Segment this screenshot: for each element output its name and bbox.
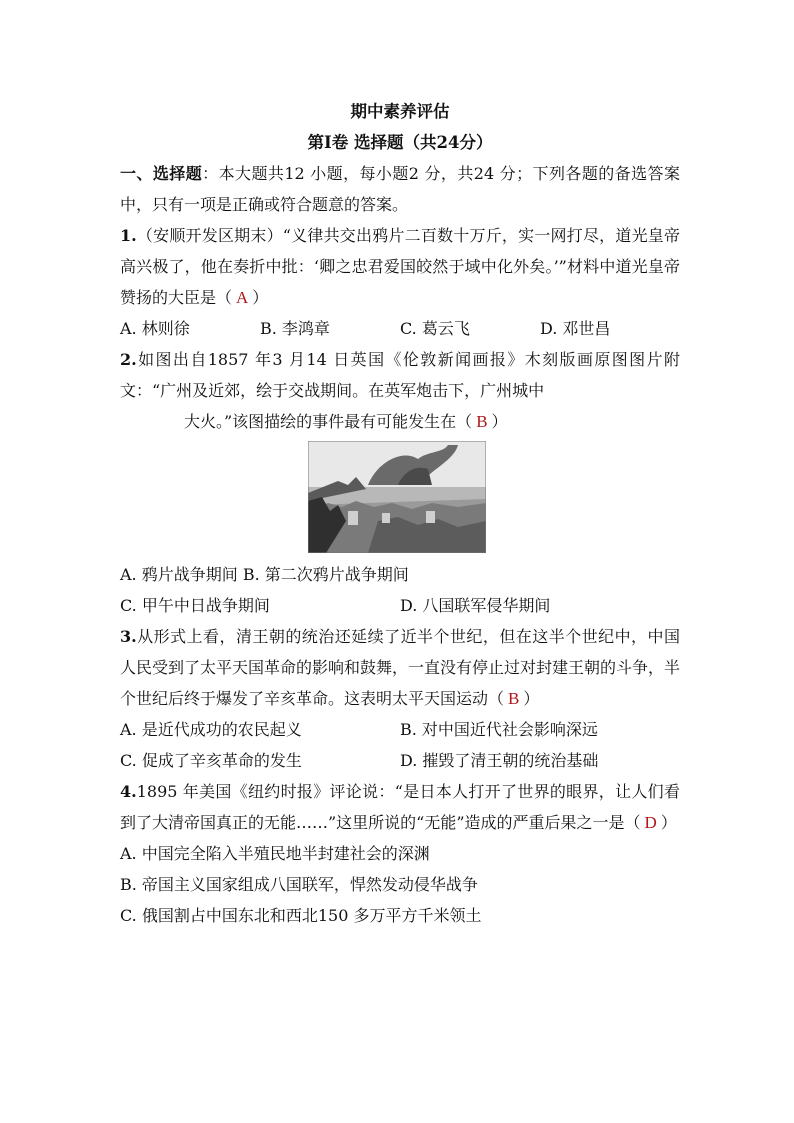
question-2-continued — [120, 406, 680, 437]
question-3-answer: B — [508, 689, 520, 708]
section-title: 第Ⅰ卷 选择题（共24分） — [307, 133, 493, 152]
option-c: C. 甲午中日战争期间 — [120, 596, 270, 615]
question-1-options — [120, 313, 680, 344]
section-instructions — [120, 158, 680, 220]
question-1-answer: A — [236, 288, 249, 307]
question-2-number: 2. — [120, 350, 137, 369]
option-d: D. 摧毁了清王朝的统治基础 — [400, 751, 599, 770]
page-title: 期中素养评估 — [350, 102, 450, 121]
section-label: 一、选择题 — [120, 164, 203, 183]
option-d: D. 邓世昌 — [540, 319, 611, 338]
option-b: B. 李鸿章 — [260, 319, 330, 338]
question-1-number: 1. — [120, 226, 137, 245]
question-1 — [120, 220, 680, 313]
option-b: B. 对中国近代社会影响深远 — [400, 720, 598, 739]
option-c: C. 促成了辛亥革命的发生 — [120, 751, 302, 770]
section-text: ：本大题共12 小题，每小题2 分，共24 分；下列各题的备选答案中，只有一项是正确或符合题意的答案。 — [120, 164, 680, 214]
question-4-option-a: A. 中国完全陷入半殖民地半封建社会的深渊 — [120, 844, 430, 863]
question-4-close: ） — [660, 813, 677, 832]
question-3-options-row2 — [120, 745, 680, 776]
question-2-answer: B — [476, 412, 488, 431]
question-2-options-row2 — [120, 590, 680, 621]
question-2-text-2: 大火。”该图描绘的事件最有可能发生在（ — [184, 412, 473, 431]
question-3-number: 3. — [120, 627, 137, 646]
question-4-number: 4. — [120, 782, 137, 801]
option-a: A. 是近代成功的农民起义 — [120, 720, 302, 739]
question-3-text: 从形式上看，清王朝的统治还延续了近半个世纪，但在这半个世纪中，中国人民受到了太平天国革命的影响和鼓舞，一直没有停止过对封建王朝的斗争，半个世纪后终于爆发了辛亥革命。这表明太平天国运动（ — [120, 627, 681, 708]
question-4 — [120, 776, 680, 838]
option-d: D. 八国联军侵华期间 — [400, 596, 551, 615]
question-4-text: 1895 年美国《纽约时报》评论说：“是日本人打开了世界的眼界，让人们看到了大清帝国真正的无能……”这里所说的“无能”造成的严重后果之一是（ — [120, 782, 680, 832]
question-3-options-row1 — [120, 714, 680, 745]
option-a-b: A. 鸦片战争期间 B. 第二次鸦片战争期间 — [120, 565, 409, 584]
question-2-options-row1 — [120, 559, 680, 590]
woodcut-engraving-image — [308, 441, 486, 553]
question-3-close: ） — [523, 689, 540, 708]
question-3 — [120, 621, 680, 714]
question-4-option-c: C. 俄国割占中国东北和西北150 多万平方千米领土 — [120, 906, 482, 925]
exam-page — [120, 96, 680, 931]
question-1-close: ） — [252, 288, 269, 307]
question-4-answer: D — [644, 813, 657, 832]
question-1-text: （安顺开发区期末）“义律共交出鸦片二百数十万斤，实一网打尽，道光皇帝高兴极了，他在奏折中批：‘卿之忠君爱国皎然于域中化外矣。’”材料中道光皇帝赞扬的大臣是（ — [120, 226, 680, 307]
question-2-close: ） — [491, 412, 508, 431]
question-4-option-b: B. 帝国主义国家组成八国联军，悍然发动侵华战争 — [120, 875, 478, 894]
option-c: C. 葛云飞 — [400, 319, 470, 338]
option-a: A. 林则徐 — [120, 319, 190, 338]
question-2-text: 如图出自1857 年3 月14 日英国《伦敦新闻画报》木刻版画原图图片附文：“广州及近郊，绘于交战期间。在英军炮击下，广州城中 — [120, 350, 680, 400]
question-2 — [120, 344, 680, 406]
